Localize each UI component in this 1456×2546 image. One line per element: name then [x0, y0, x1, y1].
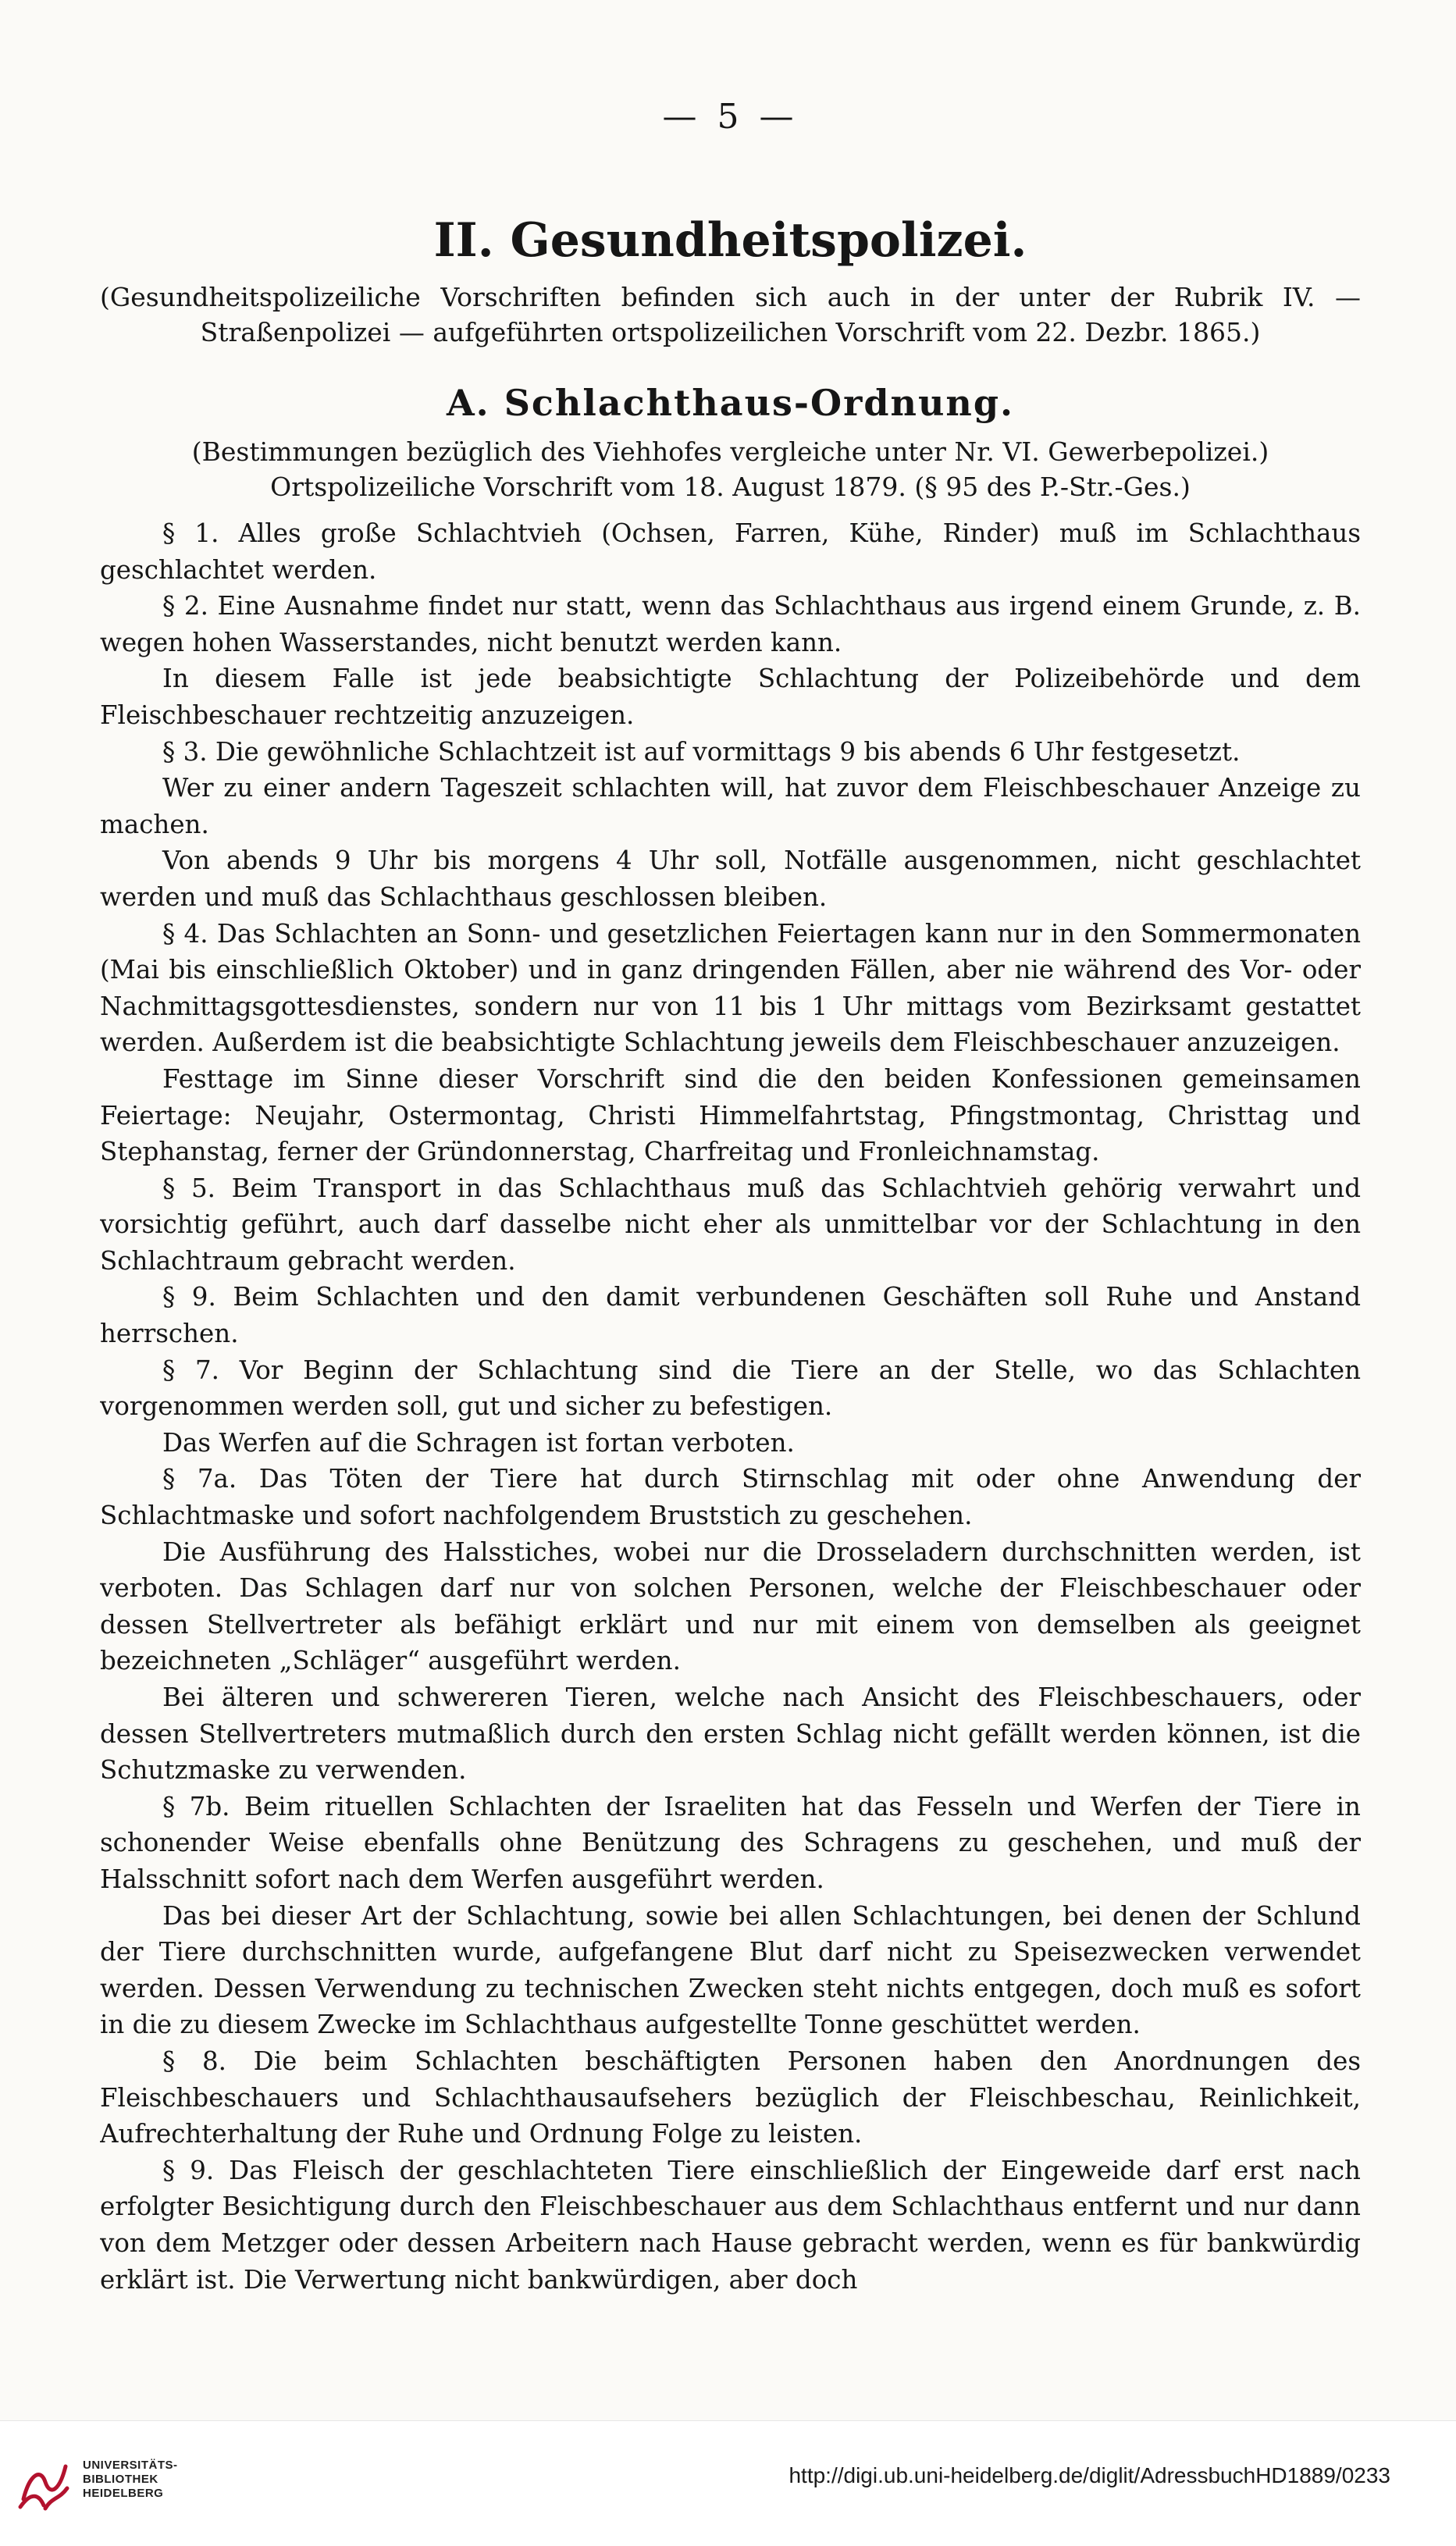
- section-title: II. Gesundheitspolizei.: [433, 213, 1027, 268]
- paragraph: § 7. Vor Beginn der Schlachtung sind die Tiere an der Stelle, wo das Schlachten vorgenommen werden soll, gut und sicher zu befestigen.: [100, 1355, 1361, 1422]
- logo-line: UNIVERSITÄTS-: [83, 2459, 178, 2472]
- paragraph: § 7b. Beim rituellen Schlachten der Israeliten hat das Fesseln und Werfen der Tiere in schonender Weise ebenfalls ohne Benützung des Schragens zu geschehen, und muß der Halsschnitt sofort nach dem Werfen ausgeführt werden.: [100, 1791, 1361, 1894]
- paragraph: Festtage im Sinne dieser Vorschrift sind die den beiden Konfessionen gemeinsamen Feiertage: Neujahr, Ostermontag, Christi Himmelfahrtstag, Pfingstmontag, Christtag und Stephanstag, ferner der Gründonnerstag, Charfreitag und Fronleichnamstag.: [100, 1063, 1361, 1167]
- source-url-link[interactable]: http://digi.ub.uni-heidelberg.de/diglit/AdressbuchHD1889/0233: [789, 2463, 1390, 2487]
- text-column: [100, 94, 1361, 2405]
- subsection-note: (Bestimmungen bezüglich des Viehhofes vergleiche unter Nr. VI. Gewerbepolizei.): [191, 436, 1269, 467]
- paragraph: § 1. Alles große Schlachtvieh (Ochsen, Farren, Kühe, Rinder) muß im Schlachthaus geschlachtet werden.: [100, 518, 1361, 585]
- paragraph: § 9. Beim Schlachten und den damit verbundenen Geschäften soll Ruhe und Anstand herrschen.: [100, 1282, 1361, 1349]
- paragraph: Von abends 9 Uhr bis morgens 4 Uhr soll, Notfälle ausgenommen, nicht geschlachtet werden und muß das Schlachthaus geschlossen bleiben.: [100, 846, 1361, 912]
- paragraph: § 2. Eine Ausnahme findet nur statt, wenn das Schlachthaus aus irgend einem Grunde, z. B. wegen hohen Wasserstandes, nicht benutzt werden kann.: [100, 591, 1361, 657]
- paragraph: § 3. Die gewöhnliche Schlachtzeit ist auf vormittags 9 bis abends 6 Uhr festgesetzt.: [162, 736, 1241, 767]
- regulation-reference: Ortspolizeiliche Vorschrift vom 18. August 1879. (§ 95 des P.-Str.-Ges.): [270, 472, 1191, 502]
- logo-line: HEIDELBERG: [83, 2487, 164, 2500]
- paragraph: Die Ausführung des Halsstiches, wobei nur die Drosseladern durchschnitten werden, ist verboten. Das Schlagen darf nur von solchen Personen, welche der Fleischbeschauer oder dessen Stellvertreter als befähigt erklärt und nur mit einem von demselben als geeignet bezeichneten „Schläger“ ausgeführt werden.: [100, 1537, 1361, 1676]
- university-library-logo[interactable]: [14, 2451, 201, 2521]
- paragraph: Bei älteren und schwereren Tieren, welche nach Ansicht des Fleischbeschauers, oder dessen Stellvertreters mutmaßlich durch den ersten Schlag nicht gefällt werden können, ist die Schutzmaske zu verwenden.: [100, 1682, 1361, 1786]
- paragraph: § 8. Die beim Schlachten beschäftigten Personen haben den Anordnungen des Fleischbeschauers und Schlachthausaufsehers bezüglich der Fleischbeschau, Reinlichkeit, Aufrechterhaltung der Ruhe und Ordnung Folge zu leisten.: [100, 2046, 1361, 2149]
- page-number: — 5 —: [662, 97, 799, 137]
- paragraph: Wer zu einer andern Tageszeit schlachten will, hat zuvor dem Fleischbeschauer Anzeige zu machen.: [100, 773, 1361, 839]
- paragraph: § 4. Das Schlachten an Sonn- und gesetzlichen Feiertagen kann nur in den Sommermonaten (Mai bis einschließlich Oktober) und in ganz dringenden Fällen, aber nie während des Vor- oder Nachmittagsgottesdienstes, sondern nur von 11 bis 1 Uhr mittags vom Bezirksamt gestattet werden. Außerdem ist die beabsichtigte Schlachtung jeweils dem Fleischbeschauer anzuzeigen.: [100, 918, 1361, 1058]
- logo-text: [83, 2459, 178, 2501]
- paragraph: Das bei dieser Art der Schlachtung, sowie bei allen Schlachtungen, bei denen der Schlund der Tiere durchschnitten wurde, aufgefangene Blut darf nicht zu Speisezwecken verwendet werden. Dessen Verwendung zu technischen Zwecken steht nichts entgegen, doch muß es sofort in die zu diesem Zwecke im Schlachthaus aufgestellte Tonne geschüttet werden.: [100, 1900, 1361, 2040]
- paragraph: § 5. Beim Transport in das Schlachthaus muß das Schlachtvieh gehörig verwahrt und vorsichtig geführt, auch darf dasselbe nicht eher als unmittelbar vor der Schlachtung in den Schlachtraum gebracht werden.: [100, 1173, 1361, 1276]
- paragraph: Das Werfen auf die Schragen ist fortan verboten.: [162, 1427, 795, 1458]
- logo-line: BIBLIOTHEK: [83, 2473, 158, 2486]
- section-note: (Gesundheitspolizeiliche Vorschriften befinden sich auch in der unter der Rubrik IV. — Straßenpolizei — aufgeführten ortspolizeilichen Vorschrift vom 22. Dezbr. 1865.): [100, 282, 1361, 347]
- subsection-title: A. Schlachthaus-Ordnung.: [446, 382, 1015, 424]
- paragraph: § 9. Das Fleisch der geschlachteten Tiere einschließlich der Eingeweide darf erst nach erfolgter Besichtigung durch den Fleischbeschauer aus dem Schlachthaus entfernt und nur dann von dem Metzger oder dessen Arbeitern nach Hause gebracht werden, wenn es für bankwürdig erklärt ist. Die Verwertung nicht bankwürdigen, aber doch: [100, 2155, 1361, 2295]
- paragraph: § 7a. Das Töten der Tiere hat durch Stirnschlag mit oder ohne Anwendung der Schlachtmaske und sofort nachfolgendem Bruststich zu geschehen.: [100, 1464, 1361, 1531]
- library-seal-icon: [14, 2451, 73, 2518]
- footer-bar: [0, 2420, 1456, 2546]
- paragraph: In diesem Falle ist jede beabsichtigte Schlachtung der Polizeibehörde und dem Fleischbeschauer rechtzeitig anzuzeigen.: [100, 664, 1361, 730]
